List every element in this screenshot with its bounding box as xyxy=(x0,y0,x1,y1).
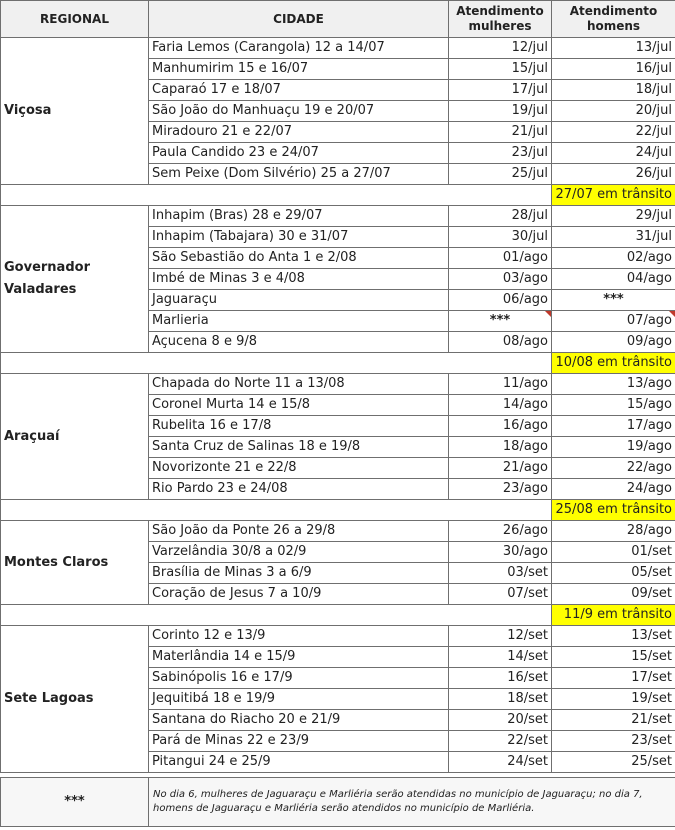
mulheres-cell: 21/jul xyxy=(449,122,552,143)
homens-cell: 19/ago xyxy=(552,437,675,458)
footnote-marker: *** xyxy=(1,778,149,827)
mulheres-cell: 30/jul xyxy=(449,227,552,248)
table-row xyxy=(1,374,675,395)
mulheres-cell: 25/jul xyxy=(449,164,552,185)
header-cidade: CIDADE xyxy=(149,1,449,38)
homens-cell: 23/set xyxy=(552,731,675,752)
header-homens: Atendimento homens xyxy=(552,1,675,38)
homens-cell: 16/jul xyxy=(552,59,675,80)
cidade-cell: Sabinópolis 16 e 17/9 xyxy=(149,668,449,689)
mulheres-cell: 15/jul xyxy=(449,59,552,80)
mulheres-cell: 16/set xyxy=(449,668,552,689)
cidade-cell: Paula Candido 23 e 24/07 xyxy=(149,143,449,164)
table-row xyxy=(1,521,675,542)
mulheres-cell: 28/jul xyxy=(449,206,552,227)
homens-cell: 24/ago xyxy=(552,479,675,500)
homens-cell: 17/ago xyxy=(552,416,675,437)
mulheres-cell: 18/ago xyxy=(449,437,552,458)
homens-cell: 17/set xyxy=(552,668,675,689)
cidade-cell: Miradouro 21 e 22/07 xyxy=(149,122,449,143)
mulheres-cell: 16/ago xyxy=(449,416,552,437)
transit-row xyxy=(1,185,675,206)
transit-row xyxy=(1,353,675,374)
homens-cell: 21/set xyxy=(552,710,675,731)
header-row xyxy=(1,1,675,38)
homens-cell: 13/set xyxy=(552,626,675,647)
cidade-cell: Novorizonte 21 e 22/8 xyxy=(149,458,449,479)
mulheres-cell: 20/set xyxy=(449,710,552,731)
cidade-cell: Caparaó 17 e 18/07 xyxy=(149,80,449,101)
homens-cell: 09/set xyxy=(552,584,675,605)
cidade-cell: Rio Pardo 23 e 24/08 xyxy=(149,479,449,500)
homens-cell: 04/ago xyxy=(552,269,675,290)
table-row xyxy=(1,206,675,227)
mulheres-cell: 03/ago xyxy=(449,269,552,290)
regional-cell: Montes Claros xyxy=(1,521,149,605)
mulheres-cell: *** xyxy=(449,311,552,332)
mulheres-cell: 17/jul xyxy=(449,80,552,101)
cidade-cell: Açucena 8 e 9/8 xyxy=(149,332,449,353)
mulheres-cell: 23/jul xyxy=(449,143,552,164)
homens-cell: 13/jul xyxy=(552,38,675,59)
transit-spacer xyxy=(1,500,552,521)
cidade-cell: Chapada do Norte 11 a 13/08 xyxy=(149,374,449,395)
mulheres-cell: 03/set xyxy=(449,563,552,584)
header-mulheres: Atendimento mulheres xyxy=(449,1,552,38)
cidade-cell: Sem Peixe (Dom Silvério) 25 a 27/07 xyxy=(149,164,449,185)
homens-cell: 09/ago xyxy=(552,332,675,353)
mulheres-cell: 22/set xyxy=(449,731,552,752)
homens-cell: 22/jul xyxy=(552,122,675,143)
homens-cell: 19/set xyxy=(552,689,675,710)
transit-label: 25/08 em trânsito xyxy=(552,500,675,521)
homens-cell: 29/jul xyxy=(552,206,675,227)
mulheres-cell: 26/ago xyxy=(449,521,552,542)
transit-row xyxy=(1,500,675,521)
mulheres-cell: 19/jul xyxy=(449,101,552,122)
regional-cell: Araçuaí xyxy=(1,374,149,500)
cidade-cell: Faria Lemos (Carangola) 12 a 14/07 xyxy=(149,38,449,59)
homens-cell: 22/ago xyxy=(552,458,675,479)
cidade-cell: São João da Ponte 26 a 29/8 xyxy=(149,521,449,542)
homens-cell: 02/ago xyxy=(552,248,675,269)
cidade-cell: Rubelita 16 e 17/8 xyxy=(149,416,449,437)
cidade-cell: São Sebastião do Anta 1 e 2/08 xyxy=(149,248,449,269)
mulheres-cell: 30/ago xyxy=(449,542,552,563)
mulheres-cell: 23/ago xyxy=(449,479,552,500)
homens-cell: 13/ago xyxy=(552,374,675,395)
transit-spacer xyxy=(1,605,552,626)
transit-spacer xyxy=(1,353,552,374)
mulheres-cell: 12/jul xyxy=(449,38,552,59)
mulheres-cell: 21/ago xyxy=(449,458,552,479)
homens-cell: 25/set xyxy=(552,752,675,773)
homens-cell: 18/jul xyxy=(552,80,675,101)
cidade-cell: Pará de Minas 22 e 23/9 xyxy=(149,731,449,752)
mulheres-cell: 14/ago xyxy=(449,395,552,416)
cidade-cell: Materlândia 14 e 15/9 xyxy=(149,647,449,668)
regional-cell: Viçosa xyxy=(1,38,149,185)
homens-cell: 20/jul xyxy=(552,101,675,122)
mulheres-cell: 07/set xyxy=(449,584,552,605)
homens-cell: 26/jul xyxy=(552,164,675,185)
mulheres-cell: 24/set xyxy=(449,752,552,773)
regional-cell: Governador Valadares xyxy=(1,206,149,353)
table-row xyxy=(1,626,675,647)
mulheres-cell: 01/ago xyxy=(449,248,552,269)
cidade-cell: Marlieria xyxy=(149,311,449,332)
homens-cell: 05/set xyxy=(552,563,675,584)
transit-row xyxy=(1,605,675,626)
transit-label: 10/08 em trânsito xyxy=(552,353,675,374)
homens-cell: *** xyxy=(552,290,675,311)
cidade-cell: São João do Manhuaçu 19 e 20/07 xyxy=(149,101,449,122)
mulheres-cell: 06/ago xyxy=(449,290,552,311)
transit-label: 27/07 em trânsito xyxy=(552,185,675,206)
mulheres-cell: 11/ago xyxy=(449,374,552,395)
cidade-cell: Santana do Riacho 20 e 21/9 xyxy=(149,710,449,731)
transit-spacer xyxy=(1,185,552,206)
cidade-cell: Coração de Jesus 7 a 10/9 xyxy=(149,584,449,605)
mulheres-cell: 14/set xyxy=(449,647,552,668)
footnote-row xyxy=(1,778,675,827)
cidade-cell: Jequitibá 18 e 19/9 xyxy=(149,689,449,710)
transit-label: 11/9 em trânsito xyxy=(552,605,675,626)
homens-cell: 15/set xyxy=(552,647,675,668)
cidade-cell: Pitangui 24 e 25/9 xyxy=(149,752,449,773)
mulheres-cell: 12/set xyxy=(449,626,552,647)
cidade-cell: Inhapim (Tabajara) 30 e 31/07 xyxy=(149,227,449,248)
homens-cell: 01/set xyxy=(552,542,675,563)
table-row xyxy=(1,38,675,59)
schedule-body xyxy=(1,38,675,827)
homens-cell: 24/jul xyxy=(552,143,675,164)
homens-cell: 15/ago xyxy=(552,395,675,416)
cidade-cell: Varzelândia 30/8 a 02/9 xyxy=(149,542,449,563)
header-regional: REGIONAL xyxy=(1,1,149,38)
mulheres-cell: 08/ago xyxy=(449,332,552,353)
footnote-text: No dia 6, mulheres de Jaguaraçu e Marliéria serão atendidas no município de Jaguaraçu; no dia 7, homens de Jaguaraçu e Marliéria serão atendidos no município de Marliéria. xyxy=(149,778,675,827)
cidade-cell: Corinto 12 e 13/9 xyxy=(149,626,449,647)
cidade-cell: Manhumirim 15 e 16/07 xyxy=(149,59,449,80)
cidade-cell: Coronel Murta 14 e 15/8 xyxy=(149,395,449,416)
mulheres-cell: 18/set xyxy=(449,689,552,710)
cidade-cell: Jaguaraçu xyxy=(149,290,449,311)
homens-cell: 31/jul xyxy=(552,227,675,248)
cidade-cell: Imbé de Minas 3 e 4/08 xyxy=(149,269,449,290)
cidade-cell: Brasília de Minas 3 a 6/9 xyxy=(149,563,449,584)
homens-cell: 07/ago xyxy=(552,311,675,332)
regional-cell: Sete Lagoas xyxy=(1,626,149,773)
cidade-cell: Inhapim (Bras) 28 e 29/07 xyxy=(149,206,449,227)
cidade-cell: Santa Cruz de Salinas 18 e 19/8 xyxy=(149,437,449,458)
homens-cell: 28/ago xyxy=(552,521,675,542)
